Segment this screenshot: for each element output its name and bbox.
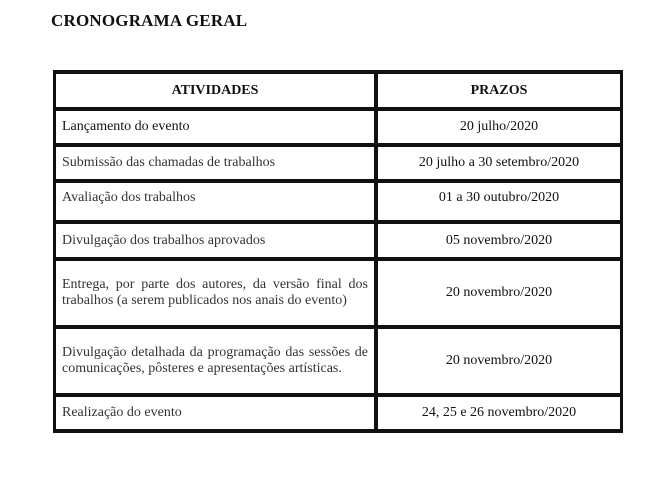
header-deadlines: PRAZOS [374, 74, 620, 107]
activity-cell: Divulgação dos trabalhos aprovados [56, 224, 374, 257]
table-row [56, 147, 620, 179]
activity-cell: Avaliação dos trabalhos [56, 183, 374, 220]
table-row [56, 183, 620, 220]
activity-cell: Realização do evento [56, 397, 374, 429]
page-title: CRONOGRAMA GERAL [51, 11, 248, 30]
deadline-cell: 20 novembro/2020 [374, 261, 620, 325]
activity-cell: Lançamento do evento [56, 111, 374, 143]
deadline-cell: 05 novembro/2020 [374, 224, 620, 257]
deadline-cell: 20 novembro/2020 [374, 329, 620, 393]
deadline-cell: 24, 25 e 26 novembro/2020 [374, 397, 620, 429]
activity-cell: Divulgação detalhada da programação das sessões de comunicações, pôsteres e apresentações artísticas. [56, 329, 374, 393]
activity-cell: Submissão das chamadas de trabalhos [56, 147, 374, 179]
activity-cell: Entrega, por parte dos autores, da versão final dos trabalhos (a serem publicados nos anais do evento) [56, 261, 374, 325]
table-row [56, 261, 620, 325]
header-activities: ATIVIDADES [56, 74, 374, 107]
table-row [56, 397, 620, 429]
schedule-table [53, 70, 623, 433]
table-row [56, 111, 620, 143]
deadline-cell: 01 a 30 outubro/2020 [374, 183, 620, 220]
deadline-cell: 20 julho a 30 setembro/2020 [374, 147, 620, 179]
table-header-row [56, 74, 620, 107]
table-row [56, 329, 620, 393]
deadline-cell: 20 julho/2020 [374, 111, 620, 143]
table-row [56, 224, 620, 257]
